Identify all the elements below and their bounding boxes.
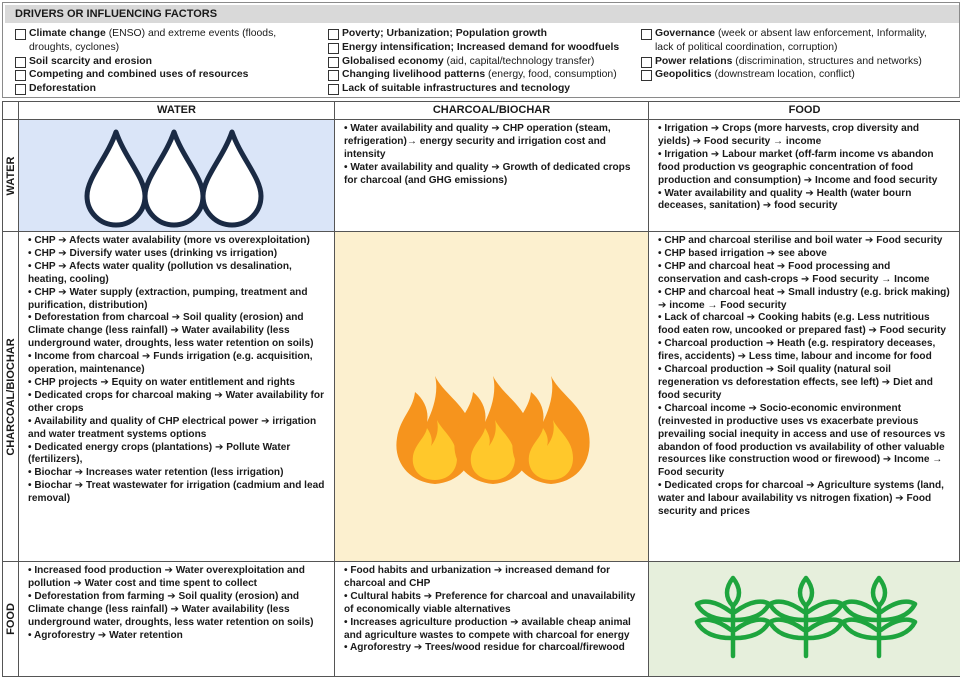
- interaction-item: • Dedicated crops for charcoal making ➔ Water availability for other crops: [28, 389, 325, 414]
- interaction-item: • Dedicated energy crops (plantations) ➔ Pollute Water (fertilizers),: [28, 441, 291, 466]
- charcoal-food-cell: [649, 232, 960, 562]
- interaction-item: • Increases agriculture production ➔ available cheap animal and agriculture wastes to compete with charcoal for energy: [344, 616, 631, 641]
- flames-graphic: [335, 232, 649, 562]
- interaction-item: • Food habits and urbanization ➔ increased demand for charcoal and CHP: [344, 565, 611, 589]
- interaction-item: • Dedicated crops for charcoal ➔ Agriculture systems (land, water and labour availability vs nitrogen fixation) ➔ Food security and prices: [658, 480, 944, 518]
- driver-name: Competing and combined uses of resources: [29, 69, 249, 81]
- driver-item: [328, 27, 638, 41]
- driver-item: [641, 27, 956, 41]
- interaction-item: • Lack of charcoal ➔ Cooking habits (e.g. Less nutritious food eaten row, uncooked or prepared fast) ➔ Food security: [658, 312, 946, 337]
- interaction-item: • Charcoal income ➔ Socio-economic environment (reinvested in productive uses vs exacerbate previous prevailing social inequity in access and use of resources vs abandon of food production vs availability of other valuable resources like construction wood or firewood) ➔ Income → Food security: [658, 402, 946, 479]
- interaction-item: • CHP ➔ Afects water avalability (more vs overexploitation): [28, 235, 310, 246]
- driver-item: [15, 55, 320, 69]
- col-header-food: FOOD: [649, 102, 960, 120]
- food-charcoal-cell: [335, 562, 649, 676]
- water-charcoal-cell: [335, 120, 649, 232]
- interaction-item: • Water availability and quality ➔ Growth of dedicated crops for charcoal (and GHG emissions): [344, 161, 631, 186]
- interaction-item: • Deforestation from charcoal ➔ Soil quality (erosion) and Climate change (less rainfall) ➔ Water availability (less underground water, droughts, less water retention on soils): [28, 312, 314, 350]
- food-water-cell: [19, 562, 335, 676]
- water-drop-icon: [203, 132, 261, 225]
- food-food-cell: [649, 562, 960, 676]
- interaction-item: • Income from charcoal ➔ Funds irrigation (e.g. acquisition, operation, maintenance): [28, 351, 313, 376]
- checkbox[interactable]: [328, 43, 339, 54]
- driver-name: Soil scarcity and erosion: [29, 55, 152, 67]
- checkbox[interactable]: [15, 57, 26, 68]
- checkbox[interactable]: [15, 84, 26, 95]
- interaction-item: • Water availability and quality ➔ Health (water bourn deceases, sanitation) ➔ food security: [658, 187, 912, 212]
- interaction-item: • Charcoal production ➔ Heath (e.g. respiratory deceases, fires, accidents) ➔ Less time, labour and income for food: [658, 338, 936, 363]
- interaction-item: • Irrigation ➔ Labour market (off-farm income vs abandon food production vs geographic concentration of food production and consumption) ➔ Income and food security: [658, 148, 938, 186]
- driver-name: Governance: [655, 28, 716, 39]
- drivers-column-3: [641, 27, 956, 82]
- interaction-item: • CHP and charcoal heat ➔ Small industry (e.g. brick making) ➔ income → Food security: [658, 286, 950, 311]
- wheat-icon: [843, 578, 915, 656]
- interaction-item: • Agroforestry ➔ Water retention: [28, 629, 183, 641]
- row-label-food: FOOD: [3, 562, 19, 676]
- driver-name: Deforestation: [29, 83, 96, 95]
- nexus-matrix: [2, 101, 960, 677]
- corner-cell: [3, 102, 19, 120]
- row-label-charcoal: CHARCOAL/BIOCHAR: [3, 232, 19, 562]
- interaction-item: • Biochar ➔ Increases water retention (less irrigation): [28, 467, 284, 479]
- checkbox[interactable]: [328, 84, 339, 95]
- driver-detail: droughts, cyclones): [29, 41, 120, 53]
- driver-item: [328, 68, 638, 82]
- checkbox[interactable]: [15, 29, 26, 40]
- driver-name: Climate change: [29, 28, 106, 39]
- drivers-panel: [2, 2, 960, 98]
- driver-item: [15, 41, 320, 55]
- interaction-item: • Deforestation from farming ➔ Soil quality (erosion) and Climate change (less rainfall) ➔ Water availability (less underground water, droughts, less water retention on soils): [28, 590, 314, 628]
- wheat-graphic: [649, 562, 960, 676]
- interaction-item: • CHP ➔ Diversify water uses (drinking vs irrigation): [28, 247, 278, 259]
- driver-name: Poverty; Urbanization; Population growth: [342, 28, 547, 39]
- interaction-item: • CHP based irrigation ➔ see above: [658, 247, 827, 259]
- driver-name: Geopolitics: [655, 69, 712, 81]
- driver-detail: lack of political coordination, corruption): [655, 41, 838, 53]
- water-drops-graphic: [19, 120, 335, 232]
- interaction-item: • CHP ➔ Afects water quality (pollution vs desalination, heating, cooling): [28, 260, 292, 285]
- driver-item: [15, 68, 320, 82]
- driver-item: [328, 82, 638, 96]
- driver-detail: (energy, food, consumption): [485, 69, 617, 81]
- interaction-item: • Irrigation ➔ Crops (more harvests, crop diversity and yields) ➔ Food security → income: [658, 123, 920, 147]
- drivers-column-1: [15, 27, 320, 96]
- drivers-column-2: [328, 27, 638, 96]
- charcoal-charcoal-cell: [335, 232, 649, 562]
- driver-name: Globalised economy: [342, 55, 444, 67]
- checkbox[interactable]: [641, 57, 652, 68]
- drivers-title: DRIVERS OR INFLUENCING FACTORS: [5, 5, 959, 23]
- water-drop-icon: [87, 132, 145, 225]
- interaction-item: • CHP ➔ Water supply (extraction, pumping, treatment and purification, distribution): [28, 286, 308, 311]
- checkbox[interactable]: [328, 57, 339, 68]
- interaction-item: • Water availability and quality ➔ CHP operation (steam, refrigeration)→ energy security and irrigation cost and intensity: [344, 123, 611, 160]
- interaction-item: • Agroforestry ➔ Trees/wood residue for charcoal/firewood: [344, 642, 625, 654]
- driver-name: Energy intensification; Increased demand for woodfuels: [342, 41, 620, 53]
- interaction-item: • CHP and charcoal heat ➔ Food processing and conservation and cash-crops ➔ Food security → Income: [658, 260, 930, 285]
- checkbox[interactable]: [641, 70, 652, 81]
- checkbox[interactable]: [328, 70, 339, 81]
- interaction-item: • Increased food production ➔ Water overexploitation and pollution ➔ Water cost and time spent to collect: [28, 565, 305, 589]
- interaction-item: • CHP and charcoal sterilise and boil water ➔ Food security: [658, 235, 943, 246]
- interaction-item: • Availability and quality of CHP electrical power ➔ irrigation and water treatment systems options: [28, 415, 317, 440]
- interaction-item: • Biochar ➔ Treat wastewater for irrigation (cadmium and lead removal): [28, 480, 325, 505]
- wheat-icon: [697, 578, 769, 656]
- driver-name: Changing livelihood patterns: [342, 69, 486, 81]
- driver-detail: (week or absent law enforcement, Informality,: [715, 28, 927, 39]
- driver-detail: (discrimination, structures and networks): [732, 55, 922, 67]
- checkbox[interactable]: [15, 70, 26, 81]
- checkbox[interactable]: [328, 29, 339, 40]
- checkbox[interactable]: [641, 29, 652, 40]
- col-header-water: WATER: [19, 102, 335, 120]
- driver-item: [641, 55, 956, 69]
- row-label-water: WATER: [3, 120, 19, 232]
- driver-item: [641, 41, 956, 55]
- driver-detail: (aid, capital/technology transfer): [443, 55, 595, 67]
- water-drop-icon: [145, 132, 203, 225]
- flame-icon: [512, 376, 589, 484]
- driver-item: [15, 27, 320, 41]
- driver-detail: (ENSO) and extreme events (floods,: [105, 28, 277, 39]
- wheat-icon: [770, 578, 842, 656]
- driver-detail: (downstream location, conflict): [711, 69, 855, 81]
- charcoal-water-cell: [19, 232, 335, 562]
- water-water-cell: [19, 120, 335, 232]
- driver-item: [328, 55, 638, 69]
- driver-item: [641, 68, 956, 82]
- driver-item: [328, 41, 638, 55]
- driver-name: Power relations: [655, 55, 733, 67]
- col-header-charcoal: CHARCOAL/BIOCHAR: [335, 102, 649, 120]
- driver-name: Lack of suitable infrastructures and tecnology: [342, 83, 571, 95]
- interaction-item: • CHP projects ➔ Equity on water entitlement and rights: [28, 376, 295, 388]
- interaction-item: • Charcoal production ➔ Soil quality (natural soil regeneration vs deforestation effects, see left) ➔ Diet and food security: [658, 364, 933, 401]
- water-food-cell: [649, 120, 960, 232]
- driver-item: [15, 82, 320, 96]
- interaction-item: • Cultural habits ➔ Preference for charcoal and unavailability of economically viable alternatives: [344, 590, 636, 615]
